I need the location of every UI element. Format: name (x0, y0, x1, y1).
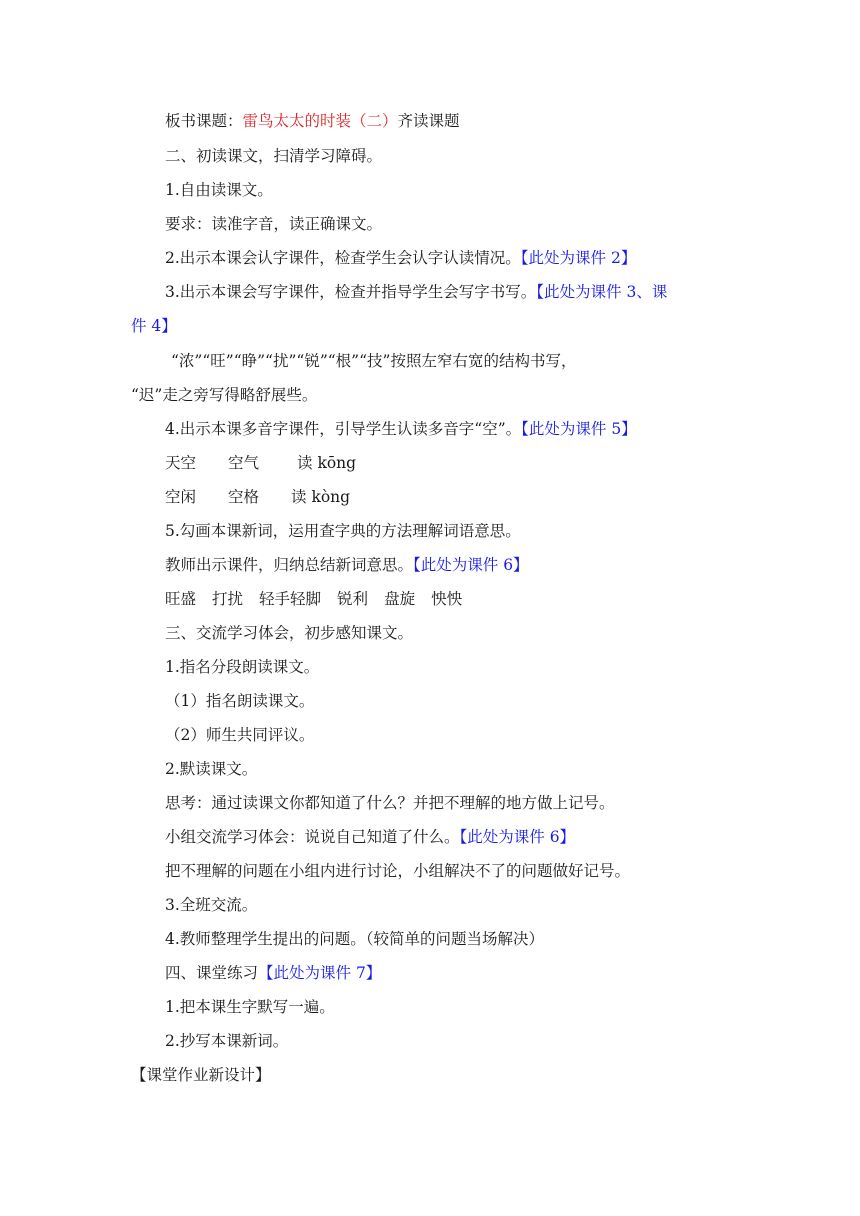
step-3-text: 3.出示本课会写字课件，检查并指导学生会写字书写。 (165, 283, 537, 301)
group-exchange-text: 小组交流学习体会：说说自己知道了什么。 (165, 828, 460, 846)
board-title-suffix: 齐读课题 (397, 112, 460, 130)
step-3-continued (131, 316, 177, 336)
writing-guidance-line-1: “浓”“旺”“睁”“扰”“锐”“根”“技”按照左窄右宽的结构书写， (171, 352, 577, 370)
step-4-text: 4.出示本课多音字课件，引导学生认读多音字“空”。 (165, 420, 522, 438)
courseware-ref: 件 4】 (131, 317, 177, 335)
polyphone-row-kong4 (165, 487, 350, 507)
new-word: 盘旋 (384, 590, 416, 608)
courseware-ref: 【此处为课件 6】 (413, 556, 529, 574)
lesson-title: 雷鸟太太的时装（二） (242, 112, 398, 130)
think-line: 思考：通过读课文你都知道了什么？并把不理解的地方做上记号。 (165, 794, 615, 812)
practice-1: 1.把本课生字默写一遍。 (165, 998, 335, 1016)
new-word: 怏怏 (431, 590, 463, 608)
new-words-row (165, 589, 462, 609)
word: 空闲 (165, 488, 197, 506)
section-heading-2: 二、初读课文，扫清学习障碍。 (165, 147, 383, 165)
board-title-line (165, 111, 460, 131)
step-3-1: 1.指名分段朗读课文。 (165, 658, 320, 676)
board-title-prefix: 板书课题： (165, 112, 243, 130)
polyphone-row-kong1 (165, 453, 356, 473)
courseware-ref: 【此处为课件 3、课 (536, 283, 668, 301)
teacher-text: 教师出示课件，归纳总结新词意思。 (165, 556, 414, 574)
step-1: 1.自由读课文。 (165, 181, 273, 199)
group-discussion-line: 把不理解的问题在小组内进行讨论，小组解决不了的问题做好记号。 (165, 862, 631, 880)
substep-2: （2）师生共同评议。 (165, 726, 315, 744)
new-word: 轻手轻脚 (259, 590, 322, 608)
new-word: 打扰 (212, 590, 244, 608)
practice-2: 2.抄写本课新词。 (165, 1032, 289, 1050)
pinyin-reading: 读 kōng (297, 454, 357, 472)
new-word: 旺盛 (165, 590, 197, 608)
section-4-text: 四、课堂练习 (165, 964, 259, 982)
writing-guidance-line-2: “迟”走之旁写得略舒展些。 (131, 386, 318, 404)
section-heading-3: 三、交流学习体会，初步感知课文。 (165, 624, 414, 642)
new-word: 锐利 (337, 590, 369, 608)
word: 天空 (165, 454, 197, 472)
word: 空气 (228, 454, 260, 472)
step-5: 5.勾画本课新词，运用查字典的方法理解词语意思。 (165, 522, 521, 540)
substep-1: （1）指名朗读课文。 (165, 692, 315, 710)
step-3-3: 3.全班交流。 (165, 896, 258, 914)
step-3-2: 2.默读课文。 (165, 760, 258, 778)
step-3 (165, 282, 667, 302)
step-2 (165, 248, 636, 268)
step-4 (165, 419, 637, 439)
courseware-ref: 【此处为课件 6】 (459, 828, 576, 846)
section-heading-4 (165, 963, 381, 983)
group-exchange-line (165, 827, 575, 847)
word: 空格 (228, 488, 260, 506)
courseware-ref: 【此处为课件 2】 (520, 249, 637, 267)
step-3-4: 4.教师整理学生提出的问题。（较简单的问题当场解决） (165, 930, 545, 948)
step-2-text: 2.出示本课会认字课件，检查学生会认字认读情况。 (165, 249, 521, 267)
courseware-ref: 【此处为课件 7】 (258, 964, 382, 982)
courseware-ref: 【此处为课件 5】 (521, 420, 637, 438)
teacher-courseware-line (165, 555, 529, 575)
pinyin-reading: 读 kòng (291, 488, 351, 506)
requirement-line: 要求：读准字音，读正确课文。 (165, 215, 383, 233)
homework-heading: 【课堂作业新设计】 (131, 1066, 271, 1084)
